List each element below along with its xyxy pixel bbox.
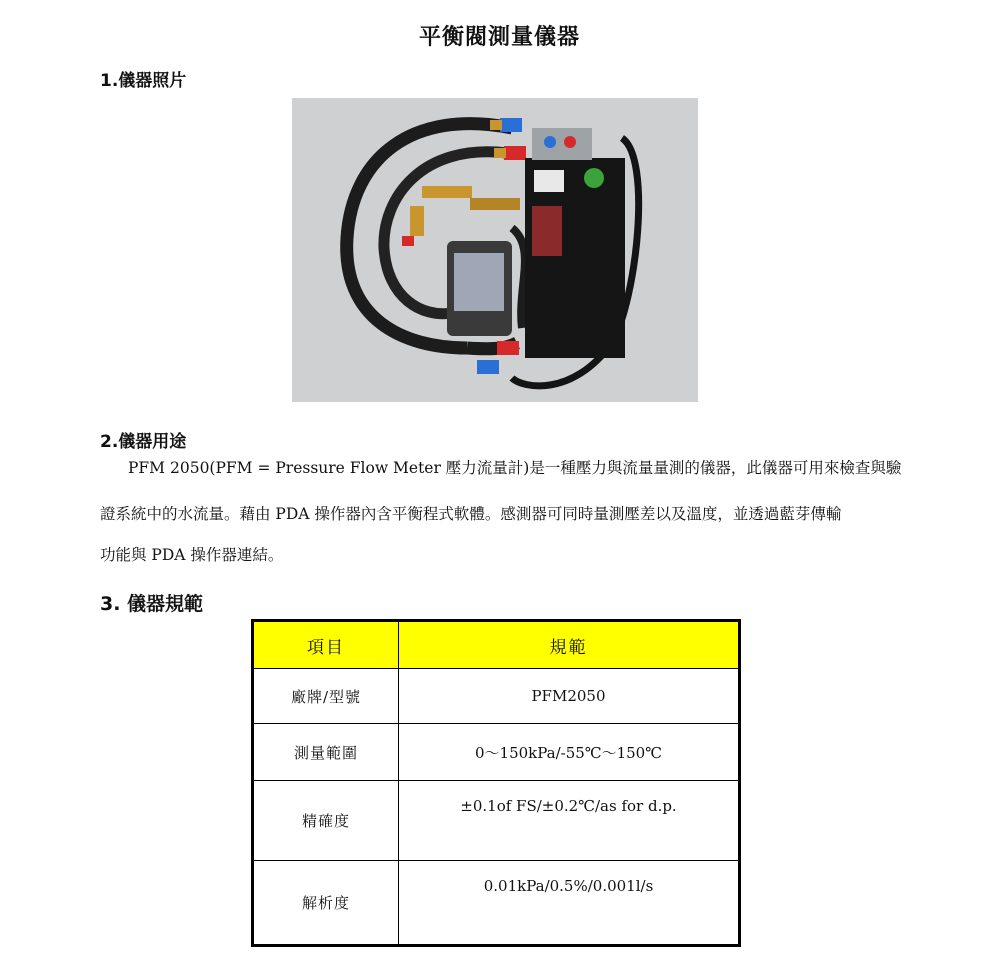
specification-table xyxy=(251,619,741,947)
row-label-accuracy: 精確度 xyxy=(253,781,399,861)
table-row xyxy=(253,669,740,724)
row-label-brand-model: 廠牌/型號 xyxy=(253,669,399,724)
purpose-paragraph-line-1: PFM 2050(PFM = Pressure Flow Meter 壓力流量計)是一種壓力與流量量測的儀器，此儀器可用來檢查與驗 xyxy=(128,459,902,477)
table-header-row xyxy=(253,621,740,669)
instrument-photo-illustration xyxy=(292,98,698,402)
page-title: 平衡閥測量儀器 xyxy=(418,25,580,50)
row-value-accuracy: ±0.1of FS/±0.2℃/as for d.p. xyxy=(399,781,740,861)
header-item: 項目 xyxy=(253,621,399,669)
row-label-range: 測量範圍 xyxy=(253,724,399,781)
instrument-photo xyxy=(292,98,698,402)
table-row xyxy=(253,781,740,861)
purpose-paragraph-line-3: 功能與 PDA 操作器連結。 xyxy=(100,546,284,564)
section-heading-purpose: 2.儀器用途 xyxy=(100,432,187,452)
section-heading-photo: 1.儀器照片 xyxy=(100,71,187,91)
section-heading-specification: 3. 儀器規範 xyxy=(100,593,204,615)
table-row xyxy=(253,724,740,781)
row-value-range: 0～150kPa/-55℃～150℃ xyxy=(399,724,740,781)
row-label-resolution: 解析度 xyxy=(253,861,399,946)
purpose-paragraph-line-2: 證系統中的水流量。藉由 PDA 操作器內含平衡程式軟體。感測器可同時量測壓差以及溫度，並透過藍芽傳輸 xyxy=(100,505,842,523)
header-specification: 規範 xyxy=(399,621,740,669)
table-row xyxy=(253,861,740,946)
row-value-resolution: 0.01kPa/0.5%/0.001l/s xyxy=(399,861,740,946)
row-value-brand-model: PFM2050 xyxy=(399,669,740,724)
